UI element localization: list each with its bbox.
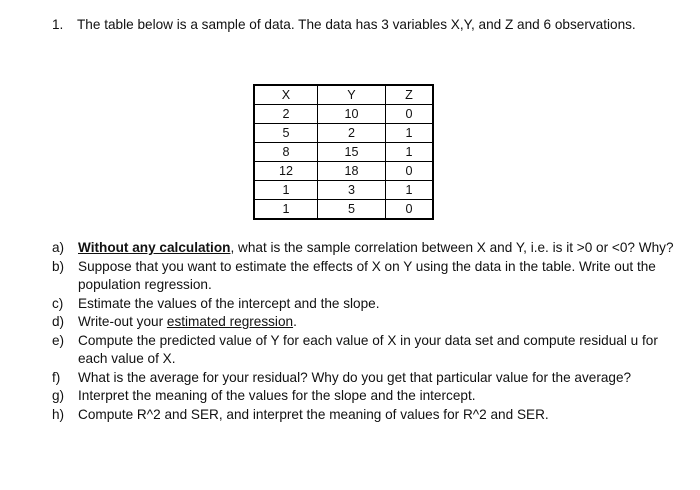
data-table [253,84,434,220]
cell-z: 0 [386,162,434,181]
column-header-z: Z [386,85,434,105]
table-row [254,124,433,143]
part-d-emphasis: estimated regression [166,314,294,329]
part-d-post: . [293,314,297,329]
part-text [78,239,682,258]
part-label: c) [52,295,64,311]
cell-z: 1 [386,124,434,143]
cell-z: 1 [386,143,434,162]
table-row [254,143,433,162]
part-f [52,369,682,388]
cell-x: 8 [254,143,318,162]
cell-x: 2 [254,105,318,124]
part-b [52,258,682,295]
cell-z: 1 [386,181,434,200]
cell-y: 2 [318,124,386,143]
part-label: h) [52,406,65,422]
cell-x: 5 [254,124,318,143]
cell-x: 12 [254,162,318,181]
part-label: f) [52,369,61,385]
part-label: d) [52,314,65,329]
column-header-y: Y [318,85,386,105]
part-text: Suppose that you want to estimate the effects of X on Y using the data in the table. Write out the population regression. [78,258,656,292]
part-text: Compute R^2 and SER, and interpret the meaning of values for R^2 and SER. [78,406,549,422]
cell-y: 18 [318,162,386,181]
table-row [254,181,433,200]
part-text: Estimate the values of the intercept and the slope. [78,295,380,311]
part-d-pre: Write-out your [78,314,167,329]
table-row [254,105,433,124]
cell-x: 1 [254,181,318,200]
part-h [52,406,682,425]
part-a-text: , what is the sample correlation between X and Y, i.e. is it >0 or <0? Why? [230,240,674,255]
question-heading [52,17,636,32]
cell-y: 10 [318,105,386,124]
question-text: The table below is a sample of data. The data has 3 variables X,Y, and Z and 6 observations. [77,17,636,32]
cell-y: 5 [318,200,386,220]
cell-y: 3 [318,181,386,200]
column-header-x: X [254,85,318,105]
part-label: g) [52,388,65,403]
part-a-emphasis: Without any calculation [78,240,231,255]
table-row [254,200,433,220]
cell-x: 1 [254,200,318,220]
table-row [254,162,433,181]
cell-z: 0 [386,200,434,220]
part-text [78,313,682,332]
part-a [52,239,682,258]
part-text: Compute the predicted value of Y for each value of X in your data set and compute residual u for each value of X. [78,332,658,366]
question-number: 1. [52,17,64,32]
part-e [52,332,682,369]
part-text: What is the average for your residual? Why do you get that particular value for the average? [78,369,632,385]
table-header-row [254,85,433,105]
question-parts-list [52,239,682,424]
part-c [52,295,682,314]
part-text: Interpret the meaning of the values for the slope and the intercept. [78,388,476,403]
cell-y: 15 [318,143,386,162]
part-label: b) [52,258,65,274]
cell-z: 0 [386,105,434,124]
part-label: e) [52,332,65,348]
part-g [52,387,682,406]
part-label: a) [52,240,65,255]
part-d [52,313,682,332]
